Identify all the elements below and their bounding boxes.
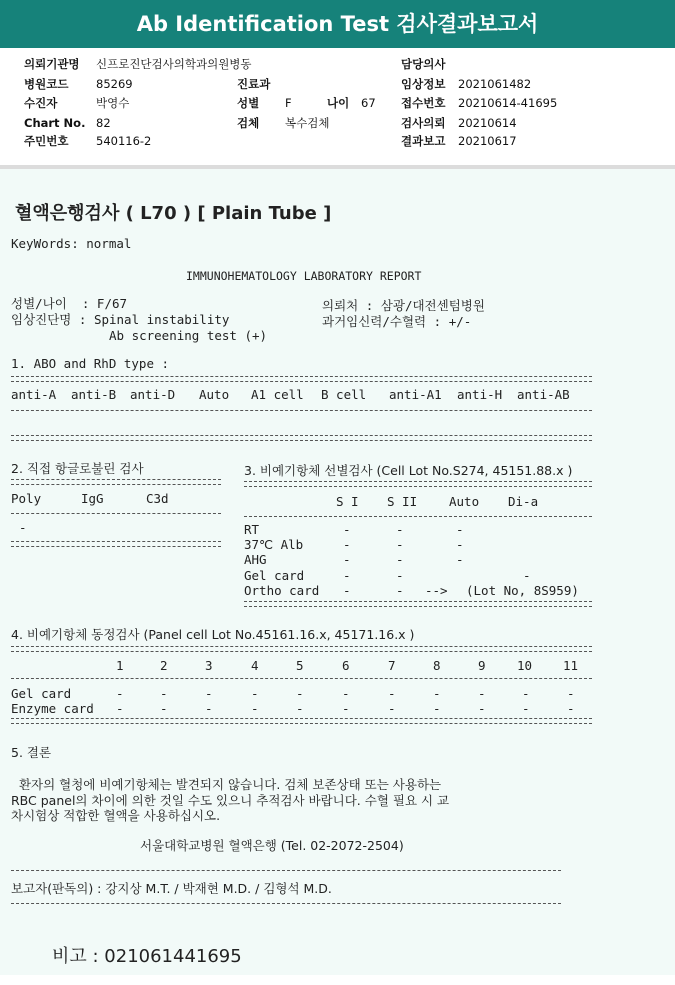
divider — [11, 513, 221, 514]
diagnosis-line2: Ab screening test (+) — [109, 328, 268, 343]
doctor-label: 담당의사 — [401, 57, 446, 71]
s3-cell: - — [343, 522, 351, 537]
accession-value: 20210614-41695 — [458, 96, 558, 110]
s4-cell: - — [567, 701, 575, 716]
s4-cell: - — [205, 686, 213, 701]
s4-cell: - — [388, 701, 396, 716]
s4-cell: - — [522, 701, 530, 716]
divider — [11, 541, 221, 547]
s4-col: 10 — [517, 658, 533, 673]
s3-cell: - — [456, 522, 464, 537]
s4-col: 3 — [205, 658, 213, 673]
s4-cell: - — [251, 686, 259, 701]
s3-col: Di-a — [508, 494, 539, 509]
ward-code-value: 85269 — [96, 77, 133, 91]
s4-cell: - — [296, 686, 304, 701]
s3-row-label: Gel card — [244, 568, 305, 583]
s3-cell: - — [396, 568, 404, 583]
chart-label: Chart No. — [24, 116, 86, 130]
ssn-value: 540116-2 — [96, 134, 152, 148]
conclusion-line: 차시험상 적합한 혈액을 사용하십시오. — [11, 808, 221, 823]
specimen-label: 검체 — [237, 116, 260, 130]
referring-hospital: 의뢰처 : 삼광/대전센텀병원 — [322, 298, 485, 313]
divider — [11, 718, 592, 724]
s1-col: anti-AB — [517, 387, 570, 402]
s2-value: - — [19, 520, 27, 535]
s3-row-label: 37℃ Alb — [244, 537, 304, 552]
s3-row-label: RT — [244, 522, 260, 537]
report-body — [0, 169, 675, 975]
specimen-value: 복수검체 — [285, 116, 330, 130]
divider — [11, 376, 592, 382]
s2-title: 2. 직접 항글로불린 검사 — [11, 461, 144, 476]
s3-cell: - — [396, 522, 404, 537]
accession-label: 접수번호 — [401, 96, 446, 110]
s4-cell: - — [296, 701, 304, 716]
s1-col: anti-D — [130, 387, 176, 402]
page-title: Ab Identification Test 검사결과보고서 — [136, 12, 539, 36]
s3-cell: - — [396, 552, 404, 567]
s1-col: anti-B — [71, 387, 117, 402]
s2-col: Poly — [11, 491, 42, 506]
s4-cell: - — [522, 686, 530, 701]
request-label: 검사의뢰 — [401, 116, 446, 130]
chart-value: 82 — [96, 116, 111, 130]
s3-cell: - — [343, 568, 351, 583]
s4-col: 5 — [296, 658, 304, 673]
s1-col: anti-A1 — [389, 387, 442, 402]
divider — [11, 646, 592, 652]
s4-cell: - — [433, 686, 441, 701]
institution-value: 신프로진단검사의학과의원병동 — [96, 57, 252, 71]
s3-col: Auto — [449, 494, 480, 509]
age-value: 67 — [361, 96, 376, 110]
s3-col: S I — [336, 494, 359, 509]
s3-cell: - — [456, 552, 464, 567]
s4-title: 4. 비예기항체 동정검사 (Panel cell Lot No.45161.16.x, 45171.16.x ) — [11, 627, 415, 642]
s3-row-label: AHG — [244, 552, 267, 567]
section-title: 혈액은행검사 ( L70 ) [ Plain Tube ] — [15, 203, 332, 224]
history: 과거임신력/수혈력 : +/- — [322, 314, 472, 329]
divider — [244, 516, 592, 517]
s4-col: 4 — [251, 658, 259, 673]
s3-cell: --> — [425, 583, 448, 598]
bloodbank-contact: 서울대학교병원 혈액은행 (Tel. 02-2072-2504) — [140, 838, 404, 853]
s4-cell: - — [160, 701, 168, 716]
ward-code-label: 병원코드 — [24, 77, 69, 91]
patient-label: 수진자 — [24, 96, 58, 110]
s4-col: 8 — [433, 658, 441, 673]
s4-cell: - — [116, 701, 124, 716]
clinical-label: 임상정보 — [401, 77, 446, 91]
divider — [11, 678, 592, 679]
s4-col: 2 — [160, 658, 168, 673]
s3-row-label: Ortho card — [244, 583, 320, 598]
conclusion-line: RBC panel의 차이에 의한 것일 수도 있으니 추적검사 바랍니다. 수혈 필요 시 교 — [11, 793, 450, 808]
s4-cell: - — [251, 701, 259, 716]
s4-cell: - — [205, 701, 213, 716]
s4-cell: - — [567, 686, 575, 701]
patient-value: 박영수 — [96, 96, 130, 110]
s4-cell: - — [342, 701, 350, 716]
s3-cell: - — [343, 552, 351, 567]
s4-col: 7 — [388, 658, 396, 673]
divider — [244, 601, 592, 607]
s4-col: 9 — [478, 658, 486, 673]
s3-title: 3. 비예기항체 선별검사 (Cell Lot No.S274, 45151.88.x ) — [244, 463, 573, 478]
sex-age: 성별/나이 : F/67 — [11, 296, 128, 311]
s3-cell: - — [343, 537, 351, 552]
request-value: 20210614 — [458, 116, 517, 130]
s4-cell: - — [478, 686, 486, 701]
keywords: KeyWords: normal — [11, 236, 132, 251]
s2-col: IgG — [81, 491, 104, 506]
s4-cell: - — [160, 686, 168, 701]
s1-col: A1 cell — [251, 387, 304, 402]
report-date-label: 결과보고 — [401, 134, 446, 148]
s1-col: anti-A — [11, 387, 57, 402]
s3-cell: - — [343, 583, 351, 598]
s4-col: 1 — [116, 658, 124, 673]
s4-row-label: Enzyme card — [11, 701, 94, 716]
report-date-value: 20210617 — [458, 134, 517, 148]
ssn-label: 주민번호 — [24, 134, 69, 148]
note: 비고 : 021061441695 — [52, 946, 242, 967]
s3-cell: - — [396, 583, 404, 598]
sex-value: F — [285, 96, 292, 110]
sex-label: 성별 — [237, 96, 260, 110]
s3-cell: (Lot No, 8S959) — [466, 583, 579, 598]
divider — [11, 870, 561, 871]
dept-label: 진료과 — [237, 77, 271, 91]
conclusion-line: 환자의 혈청에 비예기항체는 발견되지 않습니다. 검체 보존상태 또는 사용하는 — [11, 777, 442, 792]
s4-cell: - — [388, 686, 396, 701]
diagnosis: 임상진단명 : Spinal instability — [11, 312, 230, 327]
divider — [244, 481, 592, 487]
s2-col: C3d — [146, 491, 169, 506]
institution-label: 의뢰기관명 — [24, 57, 80, 71]
s4-cell: - — [478, 701, 486, 716]
s1-col: B cell — [321, 387, 367, 402]
s3-cell: - — [396, 537, 404, 552]
s4-row-label: Gel card — [11, 686, 72, 701]
s3-col: S II — [387, 494, 418, 509]
reporter: 보고자(판독의) : 강지상 M.T. / 박재현 M.D. / 김형석 M.D. — [11, 881, 332, 896]
age-label: 나이 — [327, 96, 350, 110]
divider — [11, 410, 592, 411]
s1-col: anti-H — [457, 387, 503, 402]
s3-cell: - — [523, 568, 531, 583]
s4-cell: - — [116, 686, 124, 701]
s4-cell: - — [342, 686, 350, 701]
lab-title: IMMUNOHEMATOLOGY LABORATORY REPORT — [186, 269, 422, 283]
s5-title: 5. 결론 — [11, 745, 52, 760]
s1-title: 1. ABO and RhD type : — [11, 356, 170, 371]
s1-col: Auto — [199, 387, 230, 402]
s4-col: 6 — [342, 658, 350, 673]
s4-col: 11 — [563, 658, 579, 673]
s3-cell: - — [456, 537, 464, 552]
divider — [11, 479, 221, 485]
s4-cell: - — [433, 701, 441, 716]
divider — [11, 435, 592, 441]
title-bar — [0, 0, 675, 48]
divider — [11, 903, 561, 904]
clinical-value: 2021061482 — [458, 77, 532, 91]
